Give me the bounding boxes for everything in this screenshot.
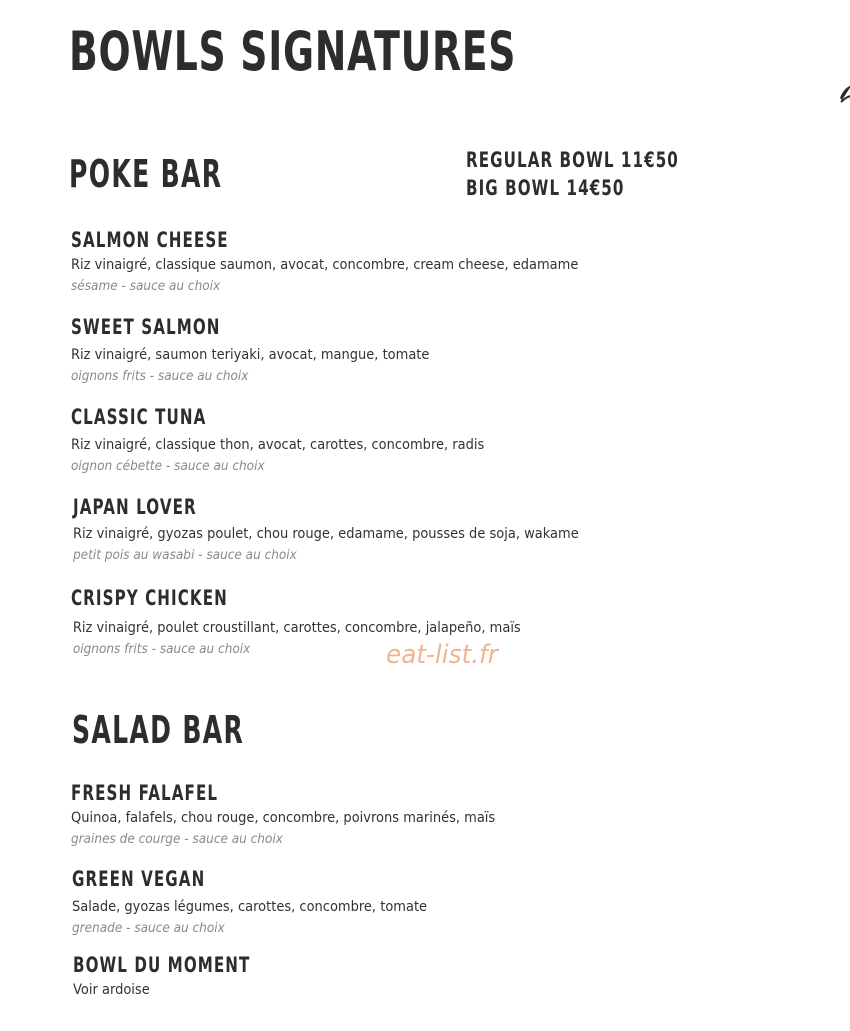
item-description: Riz vinaigré, gyozas poulet, chou rouge, edamame, pousses de soja, wakame: [73, 526, 579, 542]
item-extra: oignons frits - sauce au choix: [72, 642, 251, 657]
item-name: JAPAN LOVER: [73, 495, 197, 519]
page-title: BOWLS SIGNATURES: [69, 20, 517, 83]
menu-item: [71, 227, 617, 296]
item-extra: petit pois au wasabi - sauce au choix: [73, 548, 297, 563]
item-description: Riz vinaigré, classique thon, avocat, carottes, concombre, radis: [71, 437, 485, 453]
menu-item: [71, 314, 456, 386]
item-extra: sésame - sauce au choix: [71, 279, 221, 294]
item-name: SALMON CHEESE: [71, 228, 229, 252]
item-description: Riz vinaigré, classique saumon, avocat, concombre, cream cheese, edamame: [71, 257, 579, 273]
menu-item: [71, 780, 527, 849]
menu-item: [73, 952, 319, 1000]
section-title-salad-bar: SALAD BAR: [72, 708, 245, 752]
section-title-poke-bar: POKE BAR: [69, 152, 223, 196]
item-name: FRESH FALAFEL: [71, 781, 219, 805]
menu-item: [71, 404, 515, 476]
price-regular-bowl: REGULAR BOWL 11€50: [466, 148, 679, 172]
item-extra: graines de courge - sauce au choix: [71, 832, 283, 847]
item-description: Riz vinaigré, poulet croustillant, carottes, concombre, jalapeño, maïs: [72, 620, 521, 636]
item-extra: grenade - sauce au choix: [72, 921, 225, 936]
item-extra: oignon cébette - sauce au choix: [71, 459, 265, 474]
price-big-bowl: BIG BOWL 14€50: [466, 176, 625, 200]
item-description: Quinoa, falafels, chou rouge, concombre, poivrons marinés, maïs: [71, 810, 496, 826]
leaf-decoration-icon: [838, 84, 850, 106]
menu-item: [72, 866, 454, 938]
watermark: eat-list.fr: [386, 640, 498, 670]
item-description: Salade, gyozas légumes, carottes, concombre, tomate: [72, 899, 428, 915]
item-name: GREEN VEGAN: [72, 867, 206, 891]
item-name: CRISPY CHICKEN: [71, 586, 228, 610]
item-name: CLASSIC TUNA: [71, 405, 207, 429]
item-extra: oignons frits - sauce au choix: [71, 369, 249, 384]
item-description: Riz vinaigré, saumon teriyaki, avocat, mangue, tomate: [71, 347, 430, 363]
menu-item: [73, 494, 617, 565]
item-description: Voir ardoise: [73, 982, 150, 998]
item-name: SWEET SALMON: [71, 315, 221, 339]
item-name: BOWL DU MOMENT: [73, 953, 251, 977]
